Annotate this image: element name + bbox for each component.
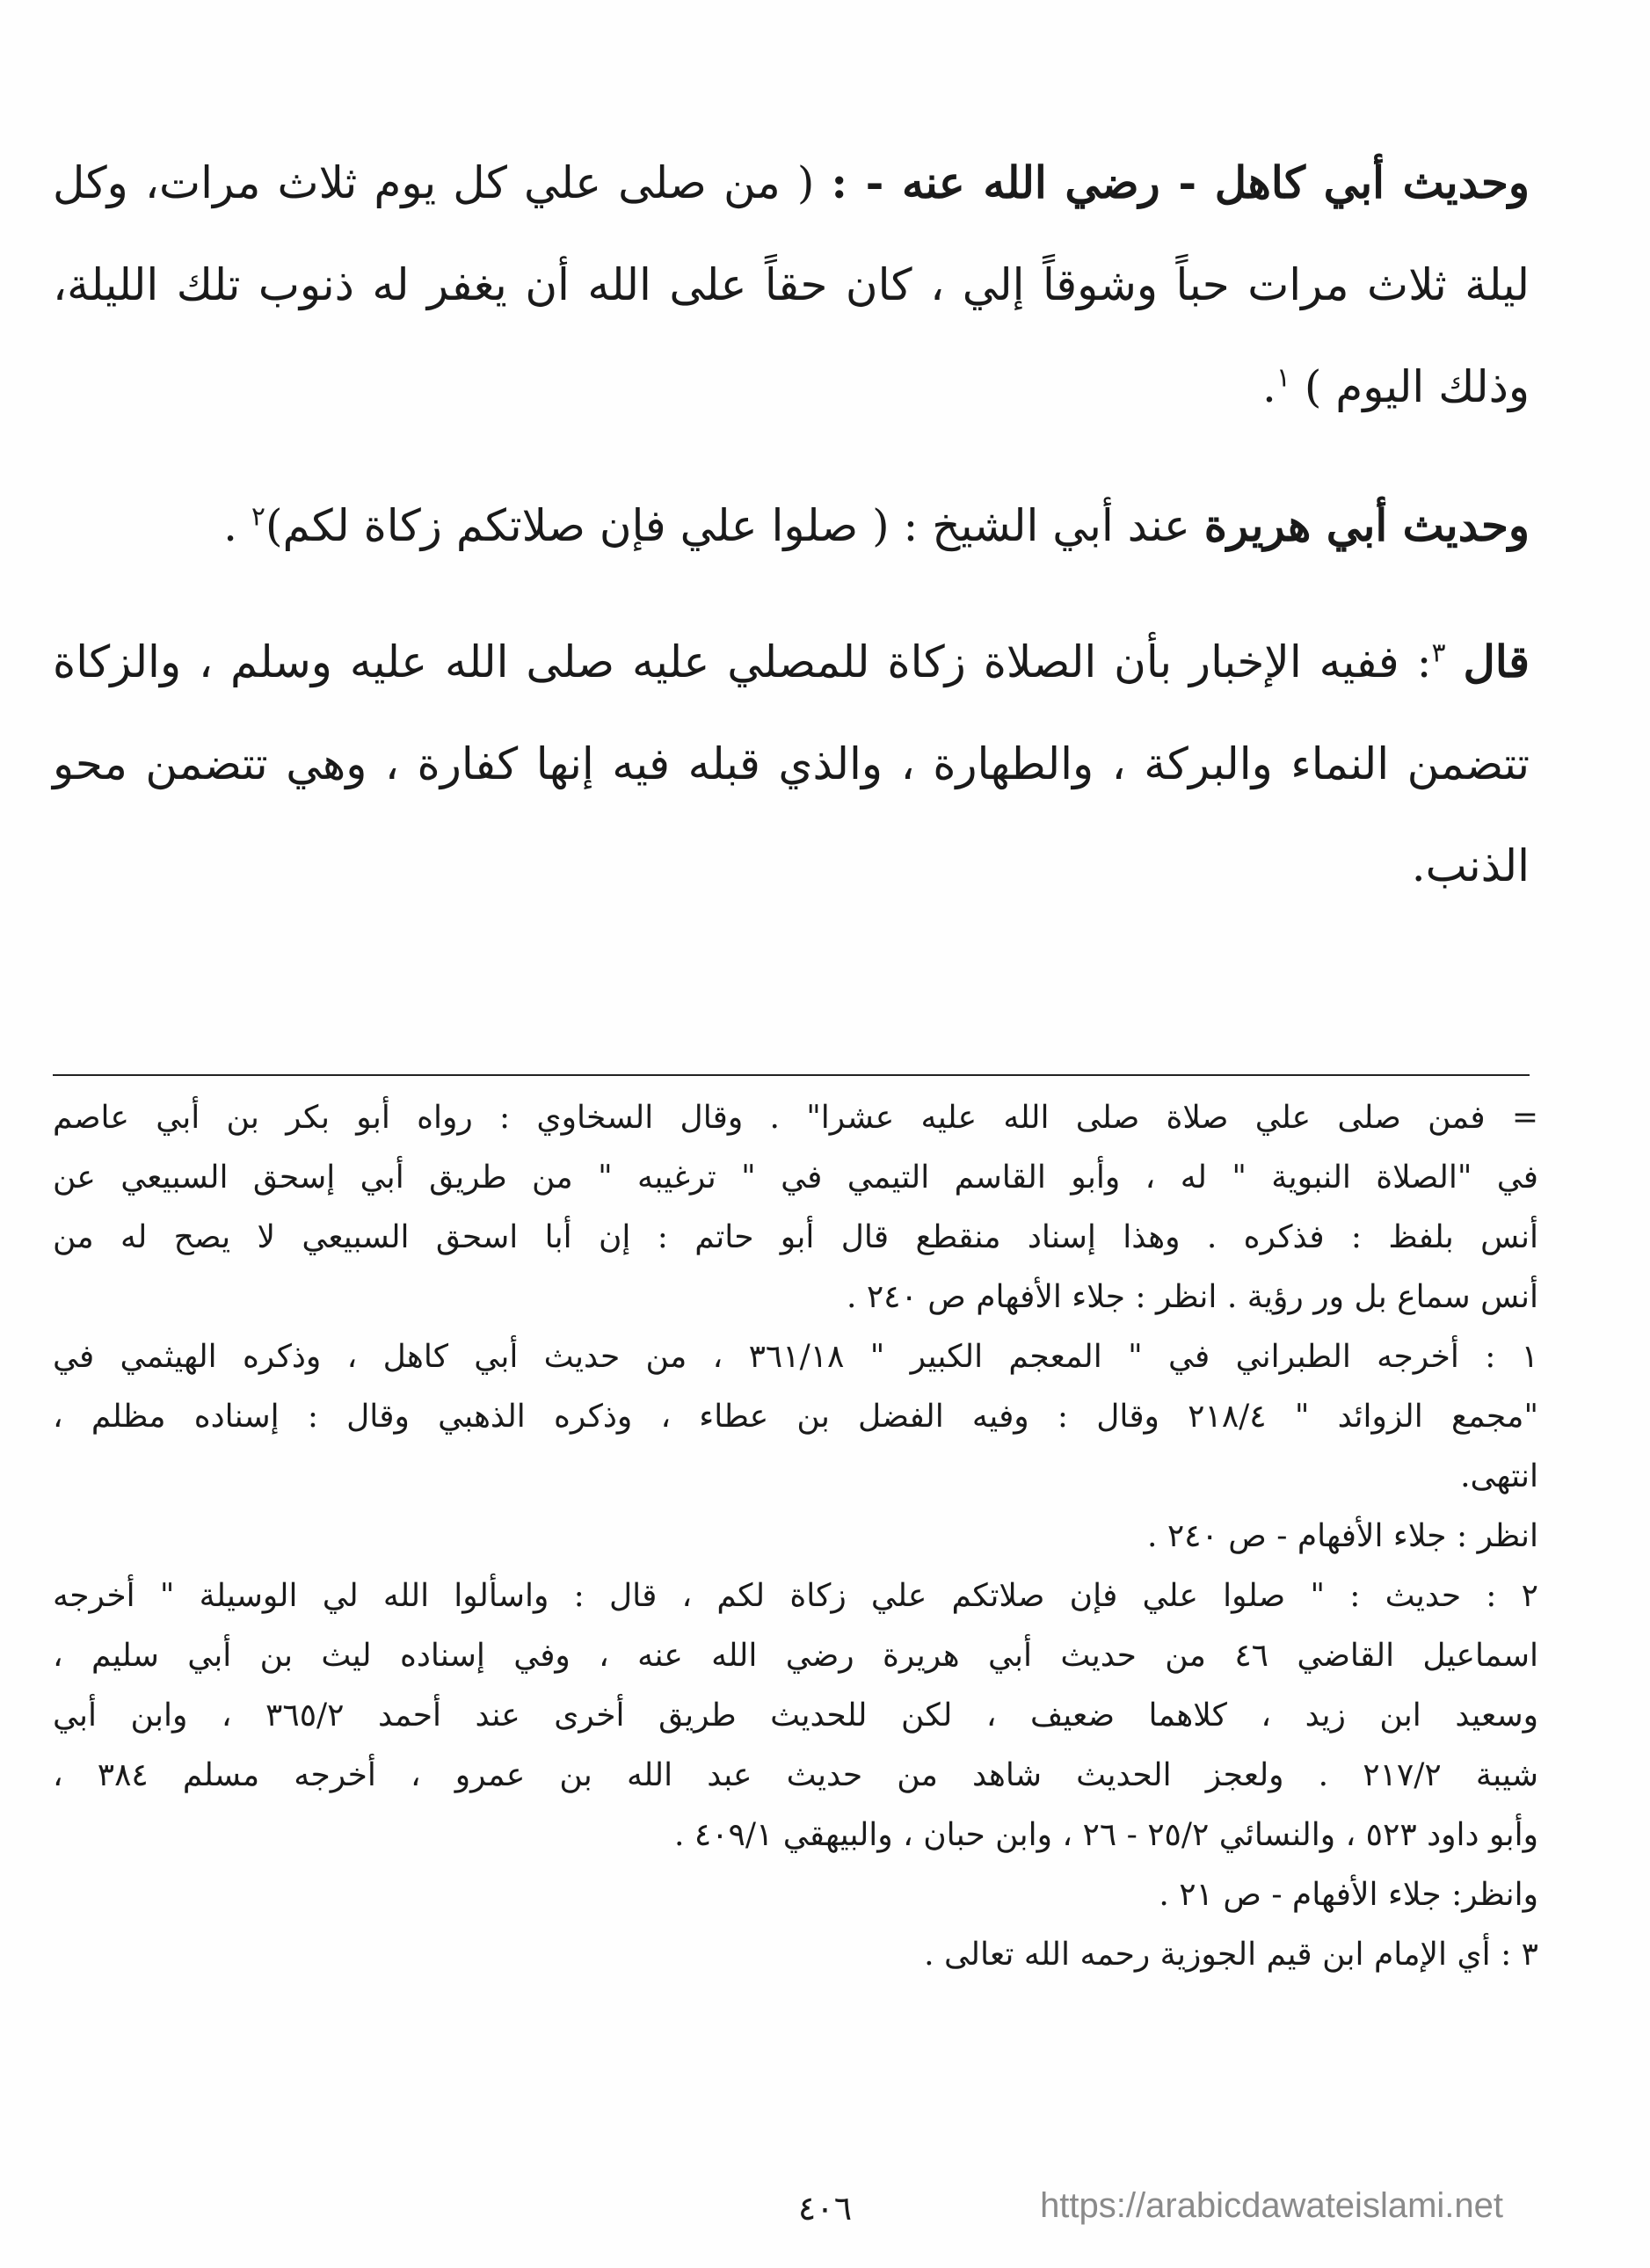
footnote-line: = فمن صلى علي صلاة صلى الله عليه عشرا" . وقال السخاوي : رواه أبو بكر بن أبي عاصم [53, 1100, 1538, 1136]
paragraph-lead: وحديث أبي هريرة [1203, 499, 1530, 551]
footnote-line: وانظر: جلاء الأفهام - ص ٢١ . [1159, 1877, 1538, 1913]
footnote-ref-1[interactable]: ١ [1276, 362, 1291, 394]
footnotes-section [53, 1088, 1538, 1985]
footnote-ref-2[interactable]: ٢ [251, 501, 266, 533]
footnote-line: وأبو داود ٥٢٣ ، والنسائي ٢٥/٢ - ٢٦ ، وابن حبان ، والبيهقي ٤٠٩/١ . [673, 1817, 1538, 1853]
footnote-line: انظر : جلاء الأفهام - ص ٢٤٠ . [1146, 1518, 1538, 1554]
footnote-line: أنس بلفظ : فذكره . وهذا إسناد منقطع قال أبو حاتم : إن أبا اسحق السبيعي لا يصح له من [53, 1219, 1538, 1255]
paragraph-end: . [223, 500, 251, 551]
footnote-3 [53, 1925, 1538, 1985]
paragraph-end: . [1261, 361, 1276, 412]
footnote-line: اسماعيل القاضي ٤٦ من حديث أبي هريرة رضي الله عنه ، وفي إسناده ليث بن أبي سليم ، [53, 1638, 1538, 1674]
footnote-line: "مجمع الزوائد " ٢١٨/٤ وقال : وفيه الفضل بن عطاء ، وذكره الذهبي وقال : إسناده مظلم ، [53, 1399, 1538, 1435]
footnote-line: شيبة ٢١٧/٢ . ولعجز الحديث شاهد من حديث عبد الله بن عمرو ، أخرجه مسلم ٣٨٤ ، [53, 1757, 1538, 1793]
paragraph-text: ( من صلى علي كل يوم ثلاث مرات، وكل ليلة ثلاث مرات حباً وشوقاً إلي ، كان حقاً على الله أن يغفر له ذنوب تلك الليلة، وذلك اليوم ) [53, 157, 1530, 412]
paragraph-abu-hurayra [53, 475, 1530, 577]
paragraph-qal [53, 611, 1530, 917]
footnote-line: في "الصلاة النبوية " له ، وأبو القاسم التيمي في " ترغيبه " من طريق أبي إسحق السبيعي عن [53, 1159, 1538, 1196]
footnote-line: أنس سماع بل ور رؤية . انظر : جلاء الأفهام ص ٢٤٠ . [846, 1279, 1538, 1315]
footnote-2 [53, 1567, 1538, 1925]
footnote-1 [53, 1327, 1538, 1567]
footnote-separator [53, 1074, 1530, 1076]
paragraph-text: : ففيه الإخبار بأن الصلاة زكاة للمصلي عليه صلى الله عليه وسلم ، والزكاة تتضمن النماء والبركة ، والطهارة ، والذي قبله فيه إنها كفارة ، وهي تتضمن محو الذنب. [53, 636, 1530, 891]
paragraph-lead: وحديث أبي كاهل - رضي الله عنه - : [831, 156, 1530, 208]
footnote-line: ٢ : حديث : " صلوا علي فإن صلاتكم علي زكاة لكم ، قال : واسألوا الله لي الوسيلة " أخرجه [53, 1578, 1538, 1614]
footnote-continued [53, 1088, 1538, 1327]
watermark-url[interactable]: https://arabicdawateislami.net [1040, 2186, 1503, 2225]
footnote-line: ١ : أخرجه الطبراني في " المعجم الكبير " ٣٦١/١٨ ، من حديث أبي كاهل ، وذكره الهيثمي في [53, 1339, 1538, 1375]
footnote-line: وسعيد ابن زيد ، كلاهما ضعيف ، لكن للحديث طريق أخرى عند أحمد ٣٦٥/٢ ، وابن أبي [53, 1697, 1538, 1734]
paragraph-text: عند أبي الشيخ : ( صلوا علي فإن صلاتكم زكاة لكم) [265, 500, 1204, 551]
footnote-line: ٣ : أي الإمام ابن قيم الجوزية رحمه الله تعالى . [924, 1937, 1538, 1973]
footnote-ref-3[interactable]: ٣ [1431, 637, 1446, 669]
footnote-line: انتهى. [1460, 1458, 1538, 1494]
paragraph-abu-kahil [53, 132, 1530, 438]
page-number: ٤٠٦ [797, 2189, 853, 2228]
paragraph-lead: قال [1463, 636, 1530, 687]
